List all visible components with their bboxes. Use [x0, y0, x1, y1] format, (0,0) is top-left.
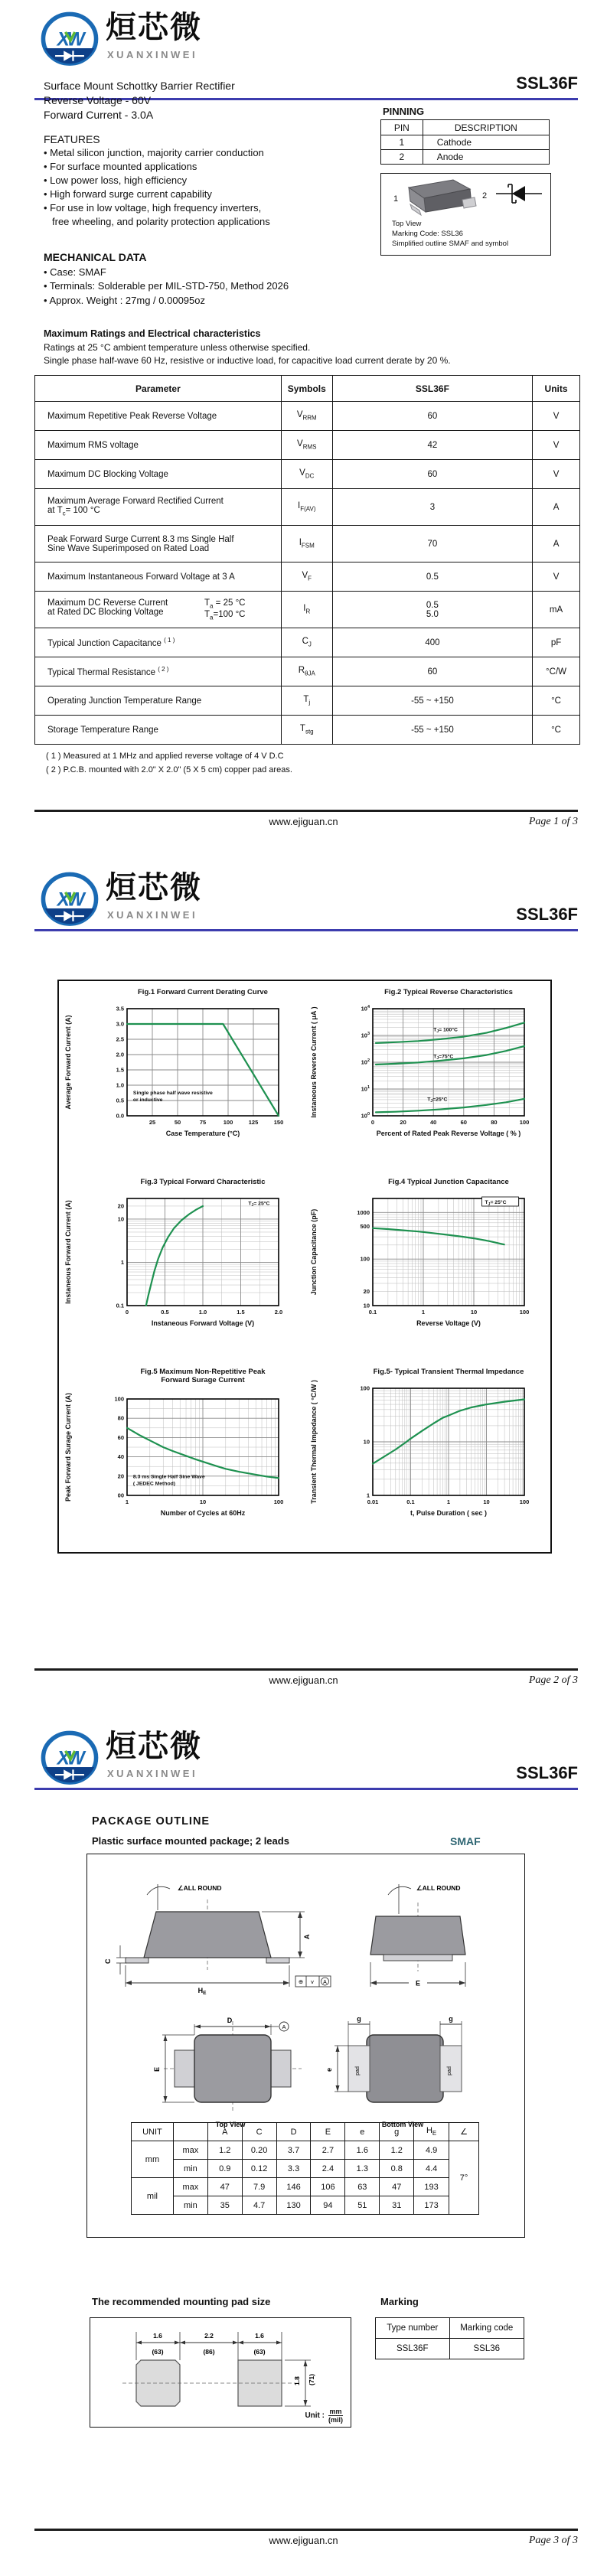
cond-max: max [173, 2178, 207, 2196]
svg-text:Instaneous Forward Current (A: Instaneous Forward Current (A) [64, 1200, 72, 1304]
pin-description: Anode [423, 150, 549, 165]
package-bottom-view-icon [322, 2014, 487, 2132]
svg-text:0: 0 [370, 1119, 375, 1126]
svg-text:40: 40 [117, 1453, 124, 1461]
schottky-diode-symbol-icon [496, 184, 542, 203]
svg-text:1: 1 [120, 1258, 124, 1266]
desc-line: Reverse Voltage - 60V [44, 94, 152, 106]
unit-cell: V [533, 431, 580, 460]
top-view-caption: Top View [215, 2121, 246, 2128]
marking-code-header: Marking code [449, 2318, 524, 2339]
package-end-view-icon [341, 1872, 502, 2008]
dim-g-label: g [357, 2015, 361, 2023]
symbol-cell: $T_j$ [281, 686, 332, 716]
unit-cell: °C/W [533, 657, 580, 686]
value-cell: -55 ~ +150 [332, 716, 532, 745]
svg-text:TJ= 25°C: $T_J= 25^\circ C$ [248, 1201, 270, 1208]
table-row [35, 686, 580, 716]
parameter-cell: Peak Forward Surge Current 8.3 ms Single Half Sine Wave Superimposed on Rated Load [35, 526, 282, 562]
pin-col-header: PIN [381, 120, 423, 135]
value-cell: 400 [332, 628, 532, 657]
svg-text:0.5: 0.5 [116, 1097, 124, 1104]
parameter-cell: Typical Thermal Resistance $^{( 2 )}$ [35, 657, 282, 686]
svg-text:Reverse Voltage (V): Reverse Voltage (V) [416, 1319, 481, 1327]
svg-text:Case Temperature (°C): Case Temperature (°C) [165, 1130, 240, 1137]
desc-line: Surface Mount Schottky Barrier Rectifier [44, 80, 235, 92]
table-row [35, 628, 580, 657]
parameter-cell: Storage Temperature Range [35, 716, 282, 745]
pin2-label: 2 [482, 191, 488, 201]
parameter-cell: Maximum RMS voltage [35, 431, 282, 460]
table-row [35, 402, 580, 431]
svg-text:00: 00 [117, 1492, 124, 1499]
unit-cell: V [533, 402, 580, 431]
svg-text:XW: XW [57, 1748, 83, 1769]
svg-text:80: 80 [117, 1414, 124, 1422]
pinning-title: PINNING [383, 106, 425, 117]
outline-drawing-box [86, 1854, 525, 2238]
table-row: mil max 47 7.9 146 106 63 47 193 [132, 2178, 479, 2196]
ratings-cond: Ratings at 25 °C ambient temperature unless otherwise specified. [44, 342, 311, 353]
unit-cell: pF [533, 628, 580, 657]
svg-text:Junction Capacitance (pF): Junction Capacitance (pF) [310, 1208, 318, 1296]
package-3d-icon [383, 177, 547, 217]
svg-text:100: 100 [519, 1309, 530, 1316]
svg-text:XW: XW [57, 29, 83, 51]
footer-url[interactable]: www.ejiguan.cn [269, 1674, 338, 1686]
dim-d-label: D [227, 2017, 233, 2024]
svg-text:80: 80 [491, 1119, 498, 1126]
dim-c-label: C [104, 1958, 112, 1964]
svg-text:1.5: 1.5 [237, 1309, 245, 1316]
part-number: SSL36F [516, 905, 578, 924]
value-cell: 42 [332, 431, 532, 460]
svg-text:1: 1 [125, 1498, 129, 1505]
symbol-cell: $T_{stg}$ [281, 716, 332, 745]
brand-logo-icon [40, 11, 100, 70]
symbol-cell: $I_R$ [281, 592, 332, 628]
parameter-cell: Operating Junction Temperature Range [35, 686, 282, 716]
mechanical-data-title: MECHANICAL DATA [44, 251, 147, 263]
value-cell: 0.5 5.0 [332, 592, 532, 628]
pad-dim-mil: (63) [253, 2348, 266, 2356]
cond-min: min [173, 2196, 207, 2215]
unit-cell: A [533, 526, 580, 562]
col-header-parameter: Parameter [35, 376, 282, 402]
pin-number: 1 [381, 135, 423, 150]
dim-col-header: D [276, 2123, 311, 2141]
svg-text:⊕: ⊕ [298, 1978, 304, 1985]
symbol-cell: $V_F$ [281, 562, 332, 592]
svg-text:1.0: 1.0 [116, 1081, 124, 1089]
pinning-table [380, 119, 550, 165]
bottom-view-caption: Bottom View [381, 2121, 424, 2128]
table-row: min 35 4.7 130 94 51 31 173 [132, 2196, 479, 2215]
brand-name-latin: XUANXINWEI [107, 909, 198, 921]
svg-text:125: 125 [248, 1119, 259, 1126]
svg-text:100: $10^0$ [361, 1112, 370, 1120]
table-row [381, 135, 550, 150]
dim-g-label: g [449, 2015, 453, 2023]
pad-unit-label: Unit : mm (mil) [305, 2408, 343, 2424]
svg-text:Single phase half wave resisti: Single phase half wave resistive [132, 1091, 213, 1096]
svg-text:Average Forward Current (A): Average Forward Current (A) [64, 1015, 72, 1110]
value-cell: 60 [332, 460, 532, 489]
pkgbox-line: Marking Code: SSL36 [392, 230, 463, 238]
svg-text:10: 10 [470, 1309, 478, 1316]
svg-text:10: 10 [483, 1498, 490, 1505]
svg-text:Fig.4 Typical Junction Capaci: Fig.4 Typical Junction Capacitance [388, 1178, 509, 1186]
svg-text:10: 10 [363, 1302, 370, 1309]
package-side-view-icon [104, 1872, 334, 2008]
brand-logo-svg [40, 871, 100, 931]
svg-text:75: 75 [199, 1119, 207, 1126]
footer-rule [34, 810, 578, 812]
table-row [35, 431, 580, 460]
pad-label: pad [447, 2066, 452, 2075]
footer-rule [34, 2529, 578, 2531]
ratings-table [34, 375, 580, 745]
svg-text:10: 10 [117, 1215, 124, 1223]
dim-a-label: A [303, 1934, 311, 1939]
fig3-chart [60, 1172, 301, 1359]
svg-text:1: 1 [366, 1492, 370, 1499]
svg-text:0.01: 0.01 [367, 1498, 379, 1505]
svg-text:Percent of Rated Peak Reverse: Percent of Rated Peak Reverse Voltage ( % ) [376, 1130, 521, 1137]
svg-text:10: 10 [363, 1438, 370, 1446]
value-cell: 70 [332, 526, 532, 562]
symbol-cell: $I_{FSM}$ [281, 526, 332, 562]
pad-dim: 1.8 [293, 2376, 301, 2385]
svg-text:25: 25 [148, 1119, 156, 1126]
feature-item: • High forward surge current capability [44, 188, 212, 200]
brand-name-cjk: 烜芯微 [106, 1730, 202, 1763]
cond-max: max [173, 2141, 207, 2160]
dim-col-header: e [345, 2123, 380, 2141]
svg-text:TJ=25°C: $T_J=25^\circ C$ [427, 1097, 448, 1104]
svg-text:10: 10 [199, 1498, 207, 1505]
pin-number: 2 [381, 150, 423, 165]
dim-he-label: $H_E$ [197, 1987, 207, 1996]
unit-mil: mil [132, 2178, 174, 2215]
fig4-svg [305, 1172, 547, 1359]
fig1-svg [60, 983, 301, 1169]
svg-text:TJ=75°C: $T_J=75^\circ C$ [433, 1054, 454, 1061]
feature-item: • For surface mounted applications [44, 161, 197, 172]
table-row [376, 2339, 524, 2359]
footnote: ( 1 ) Measured at 1 MHz and applied reverse voltage of 4 V D.C [46, 752, 284, 761]
svg-text:Instaneous Forward Voltage (V): Instaneous Forward Voltage (V) [151, 1319, 255, 1327]
svg-text:150: 150 [273, 1119, 284, 1126]
col-header-units: Units [533, 376, 580, 402]
svg-text:60: 60 [117, 1433, 124, 1441]
fig6-chart [305, 1362, 547, 1549]
svg-text:20: 20 [400, 1119, 406, 1126]
table-row: min 0.9 0.12 3.3 2.4 1.3 0.8 4.4 [132, 2160, 479, 2178]
footer-url[interactable]: www.ejiguan.cn [269, 2535, 338, 2546]
svg-text:0.1: 0.1 [368, 1309, 377, 1316]
svg-text:0: 0 [125, 1309, 129, 1316]
unit-mm: mm [132, 2141, 174, 2178]
value-cell: -55 ~ +150 [332, 686, 532, 716]
blank-header [173, 2123, 207, 2141]
dim-col-header: g [380, 2123, 414, 2141]
package-name: SMAF [450, 1835, 481, 1847]
mounting-pad-title: The recommended mounting pad size [92, 2296, 271, 2307]
footer-page-number: Page 1 of 3 [528, 816, 578, 827]
brand-logo-icon [40, 1730, 100, 1789]
datum-a-label: A [282, 2023, 286, 2030]
value-cell: 3 [332, 489, 532, 526]
svg-text:Fig.5 Maximum Non-Repetitive: Fig.5 Maximum Non-Repetitive Peak [140, 1368, 266, 1376]
dim-col-header: E [311, 2123, 345, 2141]
pad-dim-mil: (86) [203, 2348, 215, 2356]
feature-item: • Metal silicon junction, majority carrier conduction [44, 147, 264, 158]
svg-text:0.5: 0.5 [161, 1309, 169, 1316]
dimensions-table [131, 2122, 479, 2215]
symbol-cell: $V_{RRM}$ [281, 402, 332, 431]
svg-text:0.1: 0.1 [406, 1498, 415, 1505]
svg-text:100: 100 [360, 1255, 370, 1263]
brand-name-latin: XUANXINWEI [107, 49, 198, 60]
svg-text:v: v [311, 1978, 314, 1985]
svg-text:100: 100 [114, 1395, 124, 1403]
type-number-value: SSL36F [376, 2339, 450, 2359]
parameter-cell: Maximum Instantaneous Forward Voltage at 3 A [35, 562, 282, 592]
svg-text:40: 40 [430, 1119, 437, 1126]
svg-text:1: 1 [446, 1498, 451, 1505]
svg-text:Fig.5- Typical Transient Therm: Fig.5- Typical Transient Thermal Impedance [373, 1368, 524, 1376]
pin-description: Cathode [423, 135, 549, 150]
package-top-view-icon [150, 2014, 315, 2132]
dim-e-label: E [153, 2066, 161, 2072]
svg-text:A: A [323, 1980, 327, 1985]
fig5-chart [60, 1362, 301, 1549]
svg-text:100: 100 [519, 1119, 530, 1126]
svg-text:8.3 ms Single Half Sine Wave: 8.3 ms Single Half Sine Wave [132, 1474, 205, 1480]
svg-text:Transient Thermal Impedance (: Transient Thermal Impedance ( °C/W ) [310, 1380, 318, 1504]
value-cell: 60 [332, 402, 532, 431]
mech-item: • Terminals: Solderable per MIL-STD-750, Method 2026 [44, 280, 289, 292]
svg-text:100: 100 [519, 1498, 530, 1505]
svg-text:or inductive: or inductive [132, 1097, 163, 1103]
package-preview-box [380, 173, 551, 256]
brand-name-cjk: 烜芯微 [106, 11, 202, 44]
feature-item: • Low power loss, high efficiency [44, 174, 188, 186]
pad-label: pad [355, 2066, 361, 2075]
marking-table [375, 2317, 524, 2359]
footnote: ( 2 ) P.C.B. mounted with 2.0" X 2.0" (5 X 5 cm) copper pad areas. [46, 765, 292, 774]
svg-text:100: 100 [360, 1384, 370, 1392]
pad-dim: 2.2 [204, 2332, 214, 2340]
dim-col-header: A [207, 2123, 242, 2141]
desc-line: Forward Current - 3.0A [44, 109, 154, 121]
fig2-svg [305, 983, 547, 1169]
footer-url[interactable]: www.ejiguan.cn [269, 816, 338, 827]
brand-logo-svg [40, 11, 100, 70]
svg-text:t, Pulse Duration ( sec ): t, Pulse Duration ( sec ) [410, 1509, 488, 1517]
svg-text:1: 1 [421, 1309, 426, 1316]
svg-text:Fig.1 Forward Current Deratin: Fig.1 Forward Current Derating Curve [138, 988, 268, 996]
svg-text:( JEDEC Method): ( JEDEC Method) [132, 1481, 176, 1487]
symbol-cell: $C_J$ [281, 628, 332, 657]
svg-text:1.5: 1.5 [116, 1066, 124, 1074]
svg-text:Peak Forward Surage Current (A: Peak Forward Surage Current (A) [64, 1392, 72, 1502]
svg-text:0.0: 0.0 [116, 1112, 124, 1120]
svg-text:2.0: 2.0 [116, 1051, 124, 1058]
svg-text:100: 100 [223, 1119, 233, 1126]
part-number: SSL36F [516, 73, 578, 93]
svg-text:20: 20 [117, 1202, 124, 1210]
col-header-symbols: Symbols [281, 376, 332, 402]
pad-dim-mil: (71) [308, 2373, 315, 2385]
value-cell: 60 [332, 657, 532, 686]
pin1-label: 1 [393, 194, 399, 204]
value-cell: 0.5 [332, 562, 532, 592]
table-row [35, 657, 580, 686]
svg-text:Instaneous Reverse Current ( μ: Instaneous Reverse Current ( μA ) [310, 1006, 318, 1118]
svg-text:2.0: 2.0 [274, 1309, 283, 1316]
table-row [35, 489, 580, 526]
unit-cell: V [533, 562, 580, 592]
fig6-svg [305, 1362, 547, 1549]
svg-text:60: 60 [460, 1119, 467, 1126]
angle-value: 7° [449, 2141, 479, 2215]
table-row [381, 150, 550, 165]
parameter-cell: Maximum DC Reverse Current at Rated DC Blocking Voltage $T_a = 25$ °C $T_a=100$ °C [35, 592, 282, 628]
parameter-cell: Maximum Repetitive Peak Reverse Voltage [35, 402, 282, 431]
symbol-cell: $I_{F(AV)}$ [281, 489, 332, 526]
table-row [35, 716, 580, 745]
pkgbox-line: Top View [392, 220, 422, 228]
svg-text:50: 50 [174, 1119, 181, 1126]
table-row [35, 592, 580, 628]
table-row [35, 562, 580, 592]
mounting-pad-drawing-icon [90, 2318, 348, 2411]
unit-cell: °C [533, 686, 580, 716]
unit-cell: °C [533, 716, 580, 745]
brand-logo-svg [40, 1730, 100, 1789]
all-round-label: ∠ALL ROUND [178, 1884, 222, 1892]
symbol-cell: $V_{DC}$ [281, 460, 332, 489]
parameter-cell: Maximum Average Forward Rectified Current at $T_c= 100$ °C [35, 489, 282, 526]
table-row [35, 526, 580, 562]
fig1-chart [60, 983, 301, 1169]
parameter-cell: Maximum DC Blocking Voltage [35, 460, 282, 489]
tolerance-frame-icon [295, 1976, 331, 1987]
feature-item: • For use in low voltage, high frequency inverters, [44, 202, 262, 214]
dim-col-header-he: $H_E$ [414, 2123, 449, 2141]
header-rule [34, 1788, 578, 1790]
svg-text:103: $10^3$ [361, 1032, 370, 1039]
package-outline-title: PACKAGE OUTLINE [92, 1815, 210, 1828]
dim-col-header: C [242, 2123, 276, 2141]
pad-dim: 1.6 [255, 2332, 264, 2340]
pad-dim: 1.6 [153, 2332, 162, 2340]
cond-min: min [173, 2160, 207, 2178]
symbol-cell: $V_{RMS}$ [281, 431, 332, 460]
svg-text:TJ= 100°C: $T_J= 100^\circ C$ [433, 1027, 458, 1035]
unit-cell: A [533, 489, 580, 526]
symbol-cell: $R_{\theta JA}$ [281, 657, 332, 686]
fig5-svg [60, 1362, 301, 1549]
dim-col-header-angle: ∠ [449, 2123, 479, 2141]
col-header-part: SSL36F [332, 376, 532, 402]
brand-name-latin: XUANXINWEI [107, 1768, 198, 1779]
svg-text:100: 100 [273, 1498, 284, 1505]
ratings-heading: Maximum Ratings and Electrical characteristics [44, 328, 261, 339]
mounting-pad-box [90, 2317, 351, 2428]
brand-name-cjk: 烜芯微 [106, 871, 202, 905]
svg-text:500: 500 [360, 1223, 370, 1231]
ratings-cond: Single phase half-wave 60 Hz, resistive or inductive load, for capacitive load current derate by 20 %. [44, 355, 451, 366]
svg-text:Fig.2 Typical Reverse Charact: Fig.2 Typical Reverse Characteristics [384, 988, 513, 996]
fig3-svg [60, 1172, 301, 1359]
svg-text:104: $10^4$ [361, 1005, 370, 1012]
marking-code-value: SSL36 [449, 2339, 524, 2359]
header-rule [34, 929, 578, 931]
svg-text:3.5: 3.5 [116, 1005, 124, 1012]
all-round-label: ∠ALL ROUND [416, 1884, 461, 1892]
unit-cell: V [533, 460, 580, 489]
description-col-header: DESCRIPTION [423, 120, 549, 135]
parameter-cell: Typical Junction Capacitance $^{( 1 )}$ [35, 628, 282, 657]
svg-text:3.0: 3.0 [116, 1020, 124, 1028]
unit-header: UNIT [132, 2123, 174, 2141]
svg-text:XW: XW [57, 889, 83, 911]
fig4-chart [305, 1172, 547, 1359]
table-row: mm max 1.2 0.20 3.7 2.7 1.6 1.2 4.9 7° [132, 2141, 479, 2160]
table-row [35, 460, 580, 489]
unit-cell: mA [533, 592, 580, 628]
feature-item: free wheeling, and polarity protection applications [52, 216, 270, 227]
svg-text:2.5: 2.5 [116, 1035, 124, 1043]
footer-page-number: Page 2 of 3 [528, 1674, 578, 1686]
svg-text:101: $10^1$ [361, 1085, 370, 1093]
svg-text:Fig.3 Typical Forward Charact: Fig.3 Typical Forward Characteristic [140, 1178, 266, 1186]
part-number: SSL36F [516, 1763, 578, 1782]
fig2-chart [305, 983, 547, 1169]
svg-text:20: 20 [117, 1472, 124, 1480]
type-number-header: Type number [376, 2318, 450, 2339]
svg-text:Forward Surage Current: Forward Surage Current [161, 1376, 245, 1384]
mech-item: • Case: SMAF [44, 266, 106, 278]
svg-text:0.1: 0.1 [116, 1302, 124, 1309]
svg-text:1.0: 1.0 [198, 1309, 207, 1316]
dim-e-small-label: e [325, 2067, 333, 2072]
footer-rule [34, 1668, 578, 1671]
dim-e-label: E [415, 1979, 421, 1987]
marking-title: Marking [380, 2296, 419, 2307]
pkgbox-line: Simplified outline SMAF and symbol [392, 240, 509, 248]
footer-page-number: Page 3 of 3 [528, 2535, 578, 2546]
mech-item: • Approx. Weight : 27mg / 0.00095oz [44, 295, 205, 306]
svg-text:102: $10^2$ [361, 1058, 370, 1066]
package-outline-subtitle: Plastic surface mounted package; 2 leads [92, 1835, 289, 1847]
svg-text:Number of Cycles at 60Hz: Number of Cycles at 60Hz [160, 1509, 246, 1517]
svg-text:1000: 1000 [357, 1208, 370, 1216]
svg-text:TJ= 25°C: $T_J= 25^\circ C$ [485, 1200, 507, 1207]
svg-text:20: 20 [363, 1288, 370, 1296]
pad-dim-mil: (63) [152, 2348, 164, 2356]
brand-logo-icon [40, 871, 100, 931]
features-title: FEATURES [44, 133, 100, 145]
